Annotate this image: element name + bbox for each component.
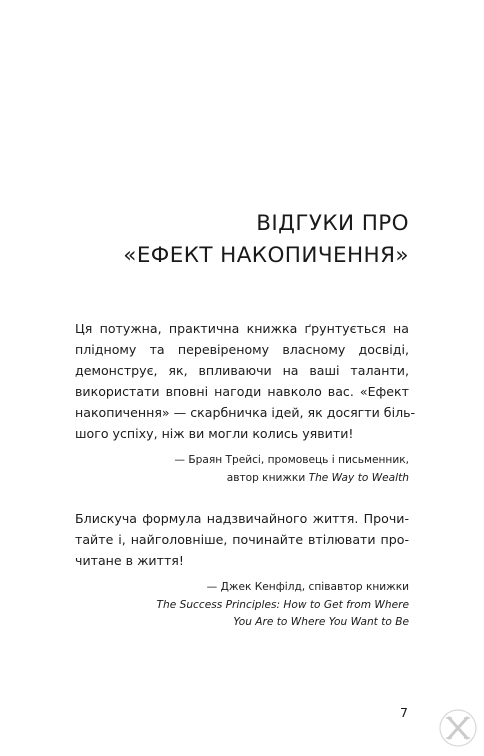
attribution-line: — Джек Кенфілд, співавтор книжки: [206, 581, 409, 593]
heading-line-2: «ЕФЕКТ НАКОПИЧЕННЯ»: [123, 243, 409, 268]
attribution-line: [75, 597, 409, 615]
attribution-line: — Браян Трейсі, промовець і письменник,: [174, 454, 409, 466]
text-line: демонструє, як, впливаючи на ваші таланти,: [75, 363, 409, 378]
text-line: шого успіху, ніж ви могли колись уявити!: [75, 426, 354, 441]
attribution-line: [75, 470, 409, 488]
text-line: тайте і, найголовніше, починайте втілювати про-: [75, 532, 409, 547]
text-line: Блискуча формула надзвичайного життя. Прочи-: [75, 511, 409, 526]
book-title: You Are to Where You Want to Be: [233, 616, 409, 628]
testimonial-1-text: [75, 318, 416, 444]
text-line: використати вповні нагоди навколо вас. «Ефект: [75, 384, 409, 399]
testimonial-2-attribution: [75, 579, 409, 632]
attribution-line: [75, 614, 409, 632]
heading-line-1: ВІДГУКИ ПРО: [256, 211, 409, 236]
attribution-prefix: автор книжки: [226, 471, 309, 484]
text-line: накопичення» — скарбничка ідей, як досягти біль-: [75, 405, 416, 420]
text-line: читане в життя!: [75, 553, 184, 568]
page-number: 7: [400, 705, 408, 720]
testimonial-2: [75, 508, 409, 632]
testimonial-2-text: [75, 508, 409, 571]
publisher-logo-x-icon: [438, 708, 478, 748]
text-line: плідному та перевіреному власному досвіді,: [75, 342, 409, 357]
testimonial-1: [75, 318, 416, 487]
book-title: The Way to Wealth: [308, 471, 409, 484]
book-title: The Success Principles: How to Get from Where: [156, 598, 409, 611]
testimonial-1-attribution: [75, 452, 409, 487]
section-heading: [123, 208, 409, 272]
text-line: Ця потужна, практична книжка ґрунтується на: [75, 321, 409, 336]
